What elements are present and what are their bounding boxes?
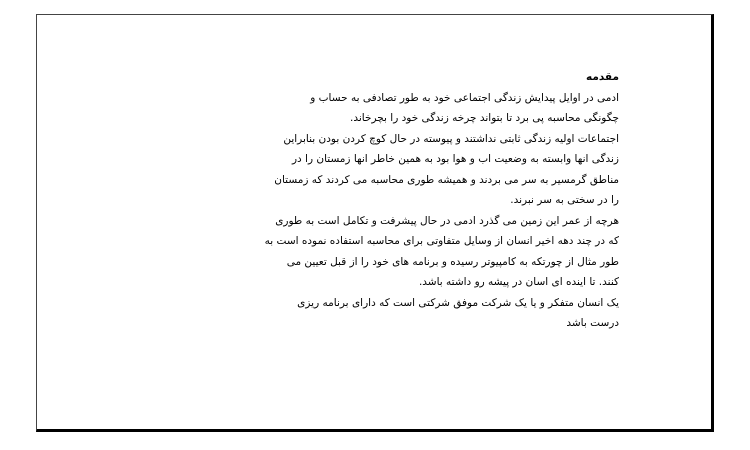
text-line: هرچه از عمر این زمین می گذرد ادمی در حال پیشرفت و تکامل است به طوری xyxy=(275,214,619,227)
text-line: کنند. تا اینده ای اسان در پیشه رو داشته باشد. xyxy=(418,276,619,288)
text-line: زندگی انها وابسته به وضعیت اب و هوا بود به همین خاطر انها زمستان را در xyxy=(291,153,619,165)
text-line: را در سختی به سر نبرند. xyxy=(510,194,619,206)
document-heading: مقدمه xyxy=(586,71,619,83)
document-page xyxy=(36,14,714,432)
text-line: مناطق گرمسیر به سر می بردند و همیشه طوری محاسبه می کردند که زمستان xyxy=(274,173,619,186)
text-line: اجتماعات اولیه زندگی ثابتی نداشتند و پیوسته در حال کوچ کردن بودن بنابراین xyxy=(283,132,619,145)
text-line: یک انسان متفکر و یا یک شرکت موفق شرکتی است که دارای برنامه ریزی xyxy=(297,296,619,309)
text-line: چگونگی محاسبه پی برد تا بتواند چرخه زندگی خود را بچرخاند. xyxy=(349,112,619,124)
text-line: طور مثال از چورتکه به کامپیوتر رسیده و برنامه های خود را از قبل تعیین می xyxy=(286,255,619,268)
document-body xyxy=(139,67,619,334)
text-line: که در چند دهه اخیر انسان از وسایل متفاوتی برای محاسبه استفاده نموده است به xyxy=(264,235,619,247)
text-line: ادمی در اوایل پیدایش زندگی اجتماعی خود به طور تصادفی به حساب و xyxy=(310,91,619,104)
text-line: درست باشد xyxy=(566,317,619,329)
